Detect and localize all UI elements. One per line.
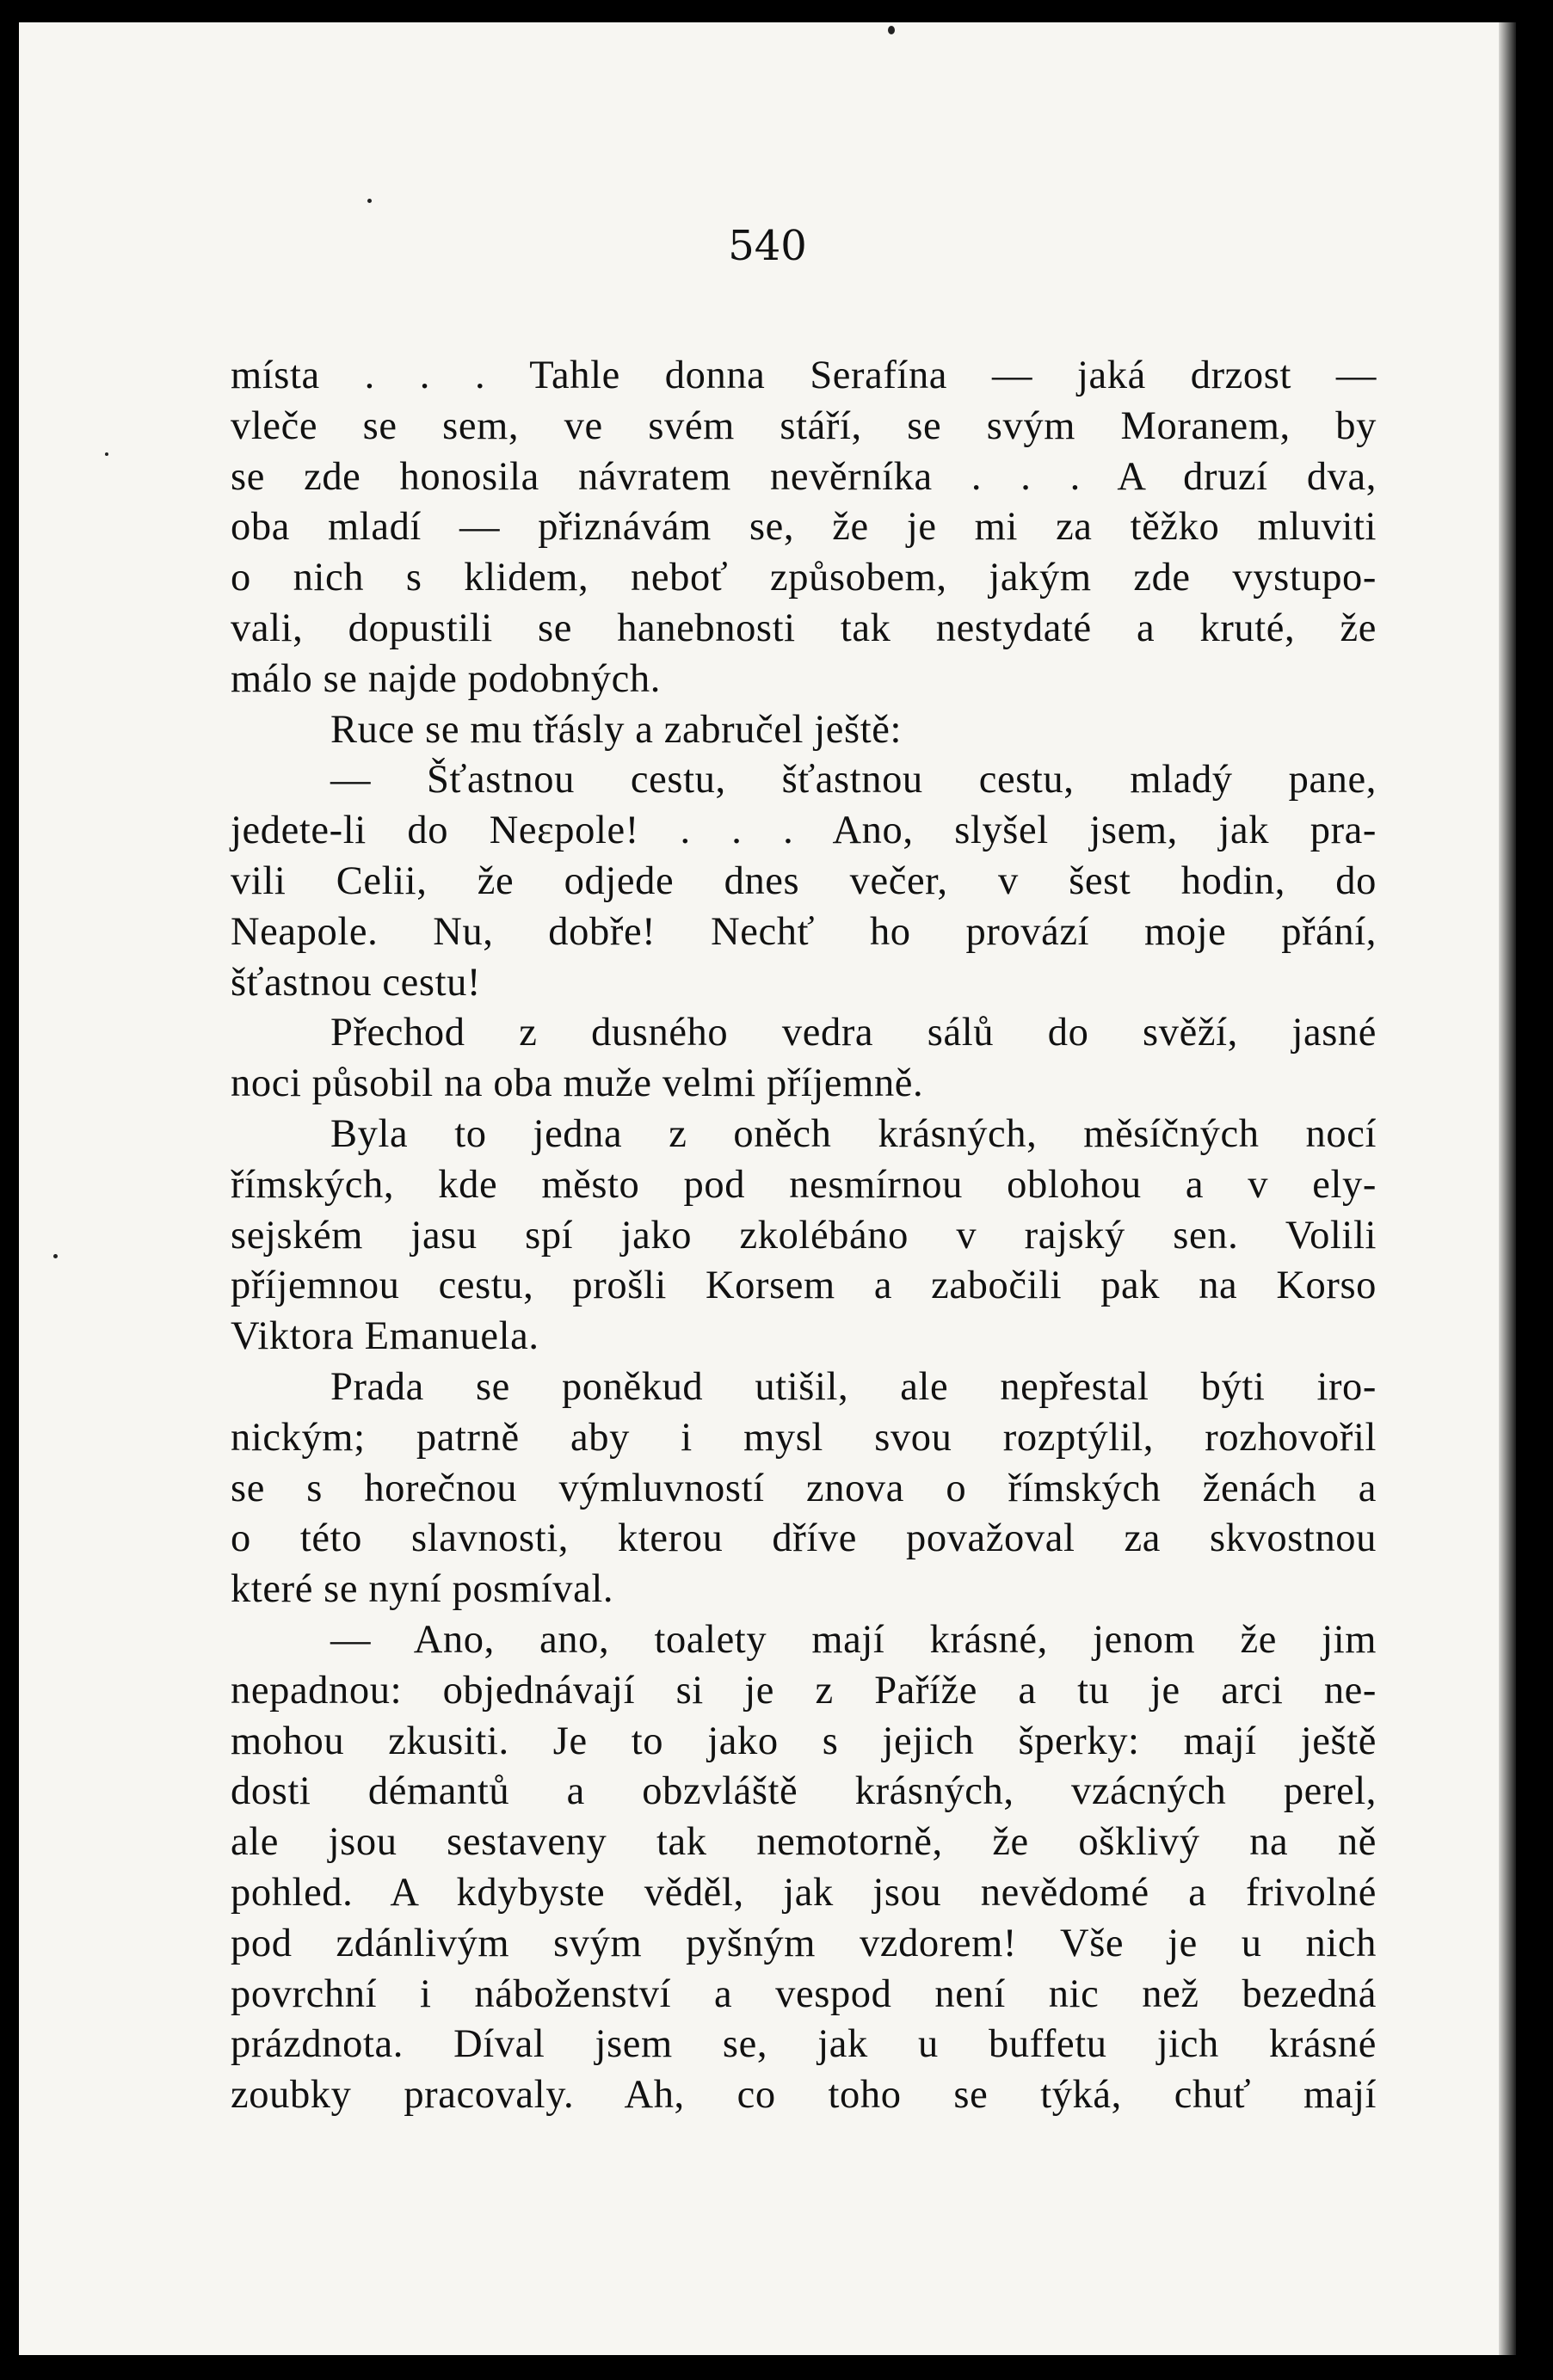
text-line: vili Celii, že odjede dnes večer, v šest hodin, do — [231, 858, 1377, 903]
text-line: římských, kde město pod nesmírnou oblohou a v ely- — [231, 1162, 1377, 1207]
text-line: o nich s klidem, neboť způsobem, jakým zde vystupo- — [231, 556, 1377, 600]
text-line: Viktora Emanuela. — [231, 1314, 539, 1359]
text-line: jedete-li do Neεpole! . . . Ano, slyšel jsem, jak pra- — [231, 809, 1377, 853]
text-line: o této slavnosti, kterou dříve považoval za skvostnou — [231, 1516, 1377, 1561]
text-line: Neapole. Nu, dobře! Nechť ho provází moje přání, — [231, 909, 1377, 954]
text-line: pod zdánlivým svým pyšným vzdorem! Vše je u nich — [231, 1921, 1377, 1965]
text-line: povrchní i náboženství a vespod není nic než bezedná — [231, 1971, 1377, 2016]
scan-speck — [53, 1254, 58, 1258]
text-line: ale jsou sestaveny tak nemotorně, že ošklivý na ně — [231, 1820, 1377, 1865]
text-line: se zde honosila návratem nevěrníka . . . A druzí dva, — [231, 454, 1377, 499]
text-line: vali, dopustili se hanebnosti tak nestydaté a kruté, že — [231, 606, 1377, 650]
scan-speck — [367, 199, 372, 203]
text-line: se s horečnou výmluvností znova o římských ženách a — [231, 1466, 1377, 1510]
text-line: pohled. A kdybyste věděl, jak jsou nevědomé a frivolné — [231, 1870, 1377, 1915]
text-line: — Šťastnou cestu, šťastnou cestu, mladý pane, — [330, 758, 1377, 803]
text-line: Ruce se mu třásly a zabručel ještě: — [330, 707, 902, 752]
text-line: mohou zkusiti. Je to jako s jejich šperky: mají ještě — [231, 1719, 1377, 1763]
scan-speck — [105, 452, 108, 456]
text-line: nickým; patrně aby i mysl svou rozptýlil, rozhovořil — [231, 1415, 1377, 1460]
body-text — [231, 351, 1377, 2121]
text-line: sejském jasu spí jako zkolébáno v rajský sen. Volili — [231, 1213, 1377, 1258]
text-line: dosti démantů a obzvláště krásných, vzácných perel, — [231, 1769, 1377, 1814]
text-line: příjemnou cestu, prošli Korsem a zabočili pak na Korso — [231, 1264, 1377, 1308]
page-edge-shadow — [1499, 22, 1516, 2355]
text-line: které se nyní posmíval. — [231, 1567, 614, 1612]
text-line: Přechod z dusného vedra sálů do svěží, jasné — [330, 1011, 1377, 1055]
page-number: 540 — [728, 222, 807, 270]
text-line: místa . . . Tahle donna Serafína — jaká drzost — — [231, 354, 1377, 397]
text-line: oba mladí — přiznávám se, že je mi za těžko mluviti — [231, 505, 1377, 550]
text-line: šťastnou cestu! — [231, 960, 482, 1005]
text-line: prázdnota. Díval jsem se, jak u buffetu jich krásné — [231, 2022, 1377, 2067]
text-line: — Ano, ano, toalety mají krásné, jenom že jim — [330, 1617, 1377, 1662]
text-line: Byla to jedna z oněch krásných, měsíčných nocí — [330, 1111, 1377, 1156]
book-page — [19, 22, 1516, 2355]
text-line: noci působil na oba muže velmi příjemně. — [231, 1061, 924, 1106]
text-line: málo se najde podobných. — [231, 656, 661, 701]
text-line: zoubky pracovaly. Ah, co toho se týká, chuť mají — [231, 2073, 1377, 2118]
scan-speck — [888, 26, 895, 34]
text-line: Prada se poněkud utišil, ale nepřestal býti iro- — [330, 1364, 1377, 1409]
text-line: vleče se sem, ve svém stáří, se svým Moranem, by — [231, 403, 1377, 448]
text-line: nepadnou: objednávají si je z Paříže a tu je arci ne- — [231, 1668, 1377, 1713]
